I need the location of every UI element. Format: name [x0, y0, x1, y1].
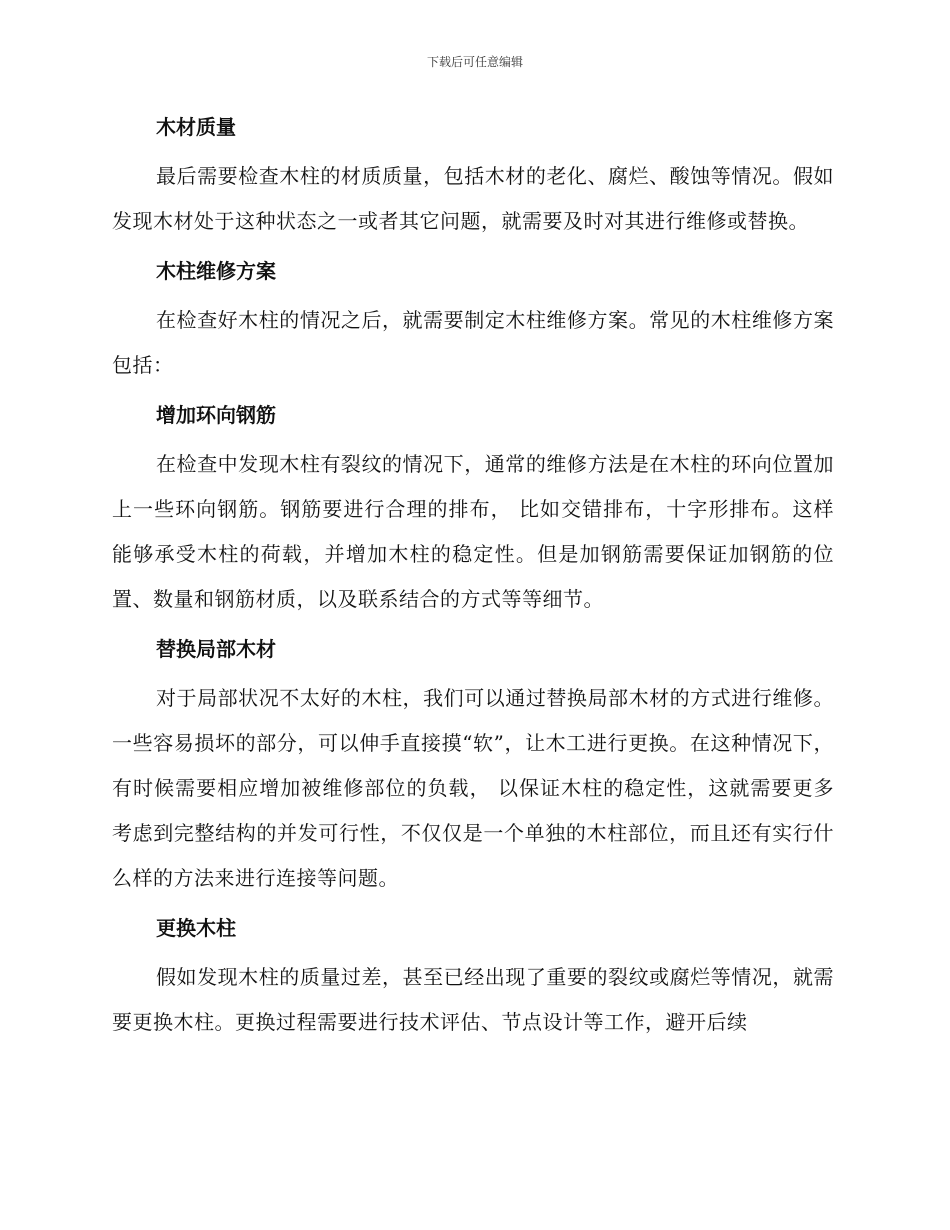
- section-heading: 替换局部木材: [156, 637, 276, 661]
- paragraph: 对于局部状况不太好的木柱，我们可以通过替换局部木材的方式进行维修。一些容易损坏的部分，可以伸手直接摸“软”，让木工进行更换。在这种情况下，有时候需要相应增加被维修部位的负载， 以保证木柱的稳定性，这就需要更多考虑到完整结构的并发可行性，不仅仅是一个单独的木柱部位，而且还有实行什么样的方法来进行连接等问题。: [112, 686, 834, 890]
- section-replace-partial-wood: [112, 630, 834, 901]
- page-header: 下载后可任意编辑: [426, 55, 523, 69]
- section-repair-plan: [112, 252, 834, 388]
- section-heading: 增加环向钢筋: [156, 403, 276, 427]
- section-heading: 木材质量: [156, 115, 236, 139]
- section-heading: 木柱维修方案: [156, 259, 276, 283]
- section-add-hoop-rebar: [112, 396, 834, 622]
- paragraph: 最后需要检查木柱的材质质量，包括木材的老化、腐烂、酸蚀等情况。假如发现木材处于这种状态之一或者其它问题，就需要及时对其进行维修或替换。: [112, 164, 834, 233]
- section-wood-quality: [112, 108, 834, 244]
- paragraph: 在检查好木柱的情况之后，就需要制定木柱维修方案。常见的木柱维修方案包括：: [112, 308, 834, 377]
- section-replace-column: [112, 909, 834, 1045]
- paragraph: 在检查中发现木柱有裂纹的情况下，通常的维修方法是在木柱的环向位置加上一些环向钢筋。钢筋要进行合理的排布， 比如交错排布，十字形排布。这样能够承受木柱的荷载，并增加木柱的稳定性。但是加钢筋需要保证加钢筋的位置、数量和钢筋材质，以及联系结合的方式等等细节。: [112, 452, 834, 611]
- section-heading: 更换木柱: [156, 916, 236, 940]
- document-body: [112, 108, 834, 1053]
- paragraph: 假如发现木柱的质量过差，甚至已经出现了重要的裂纹或腐烂等情况，就需要更换木柱。更换过程需要进行技术评估、节点设计等工作，避开后续: [112, 965, 834, 1034]
